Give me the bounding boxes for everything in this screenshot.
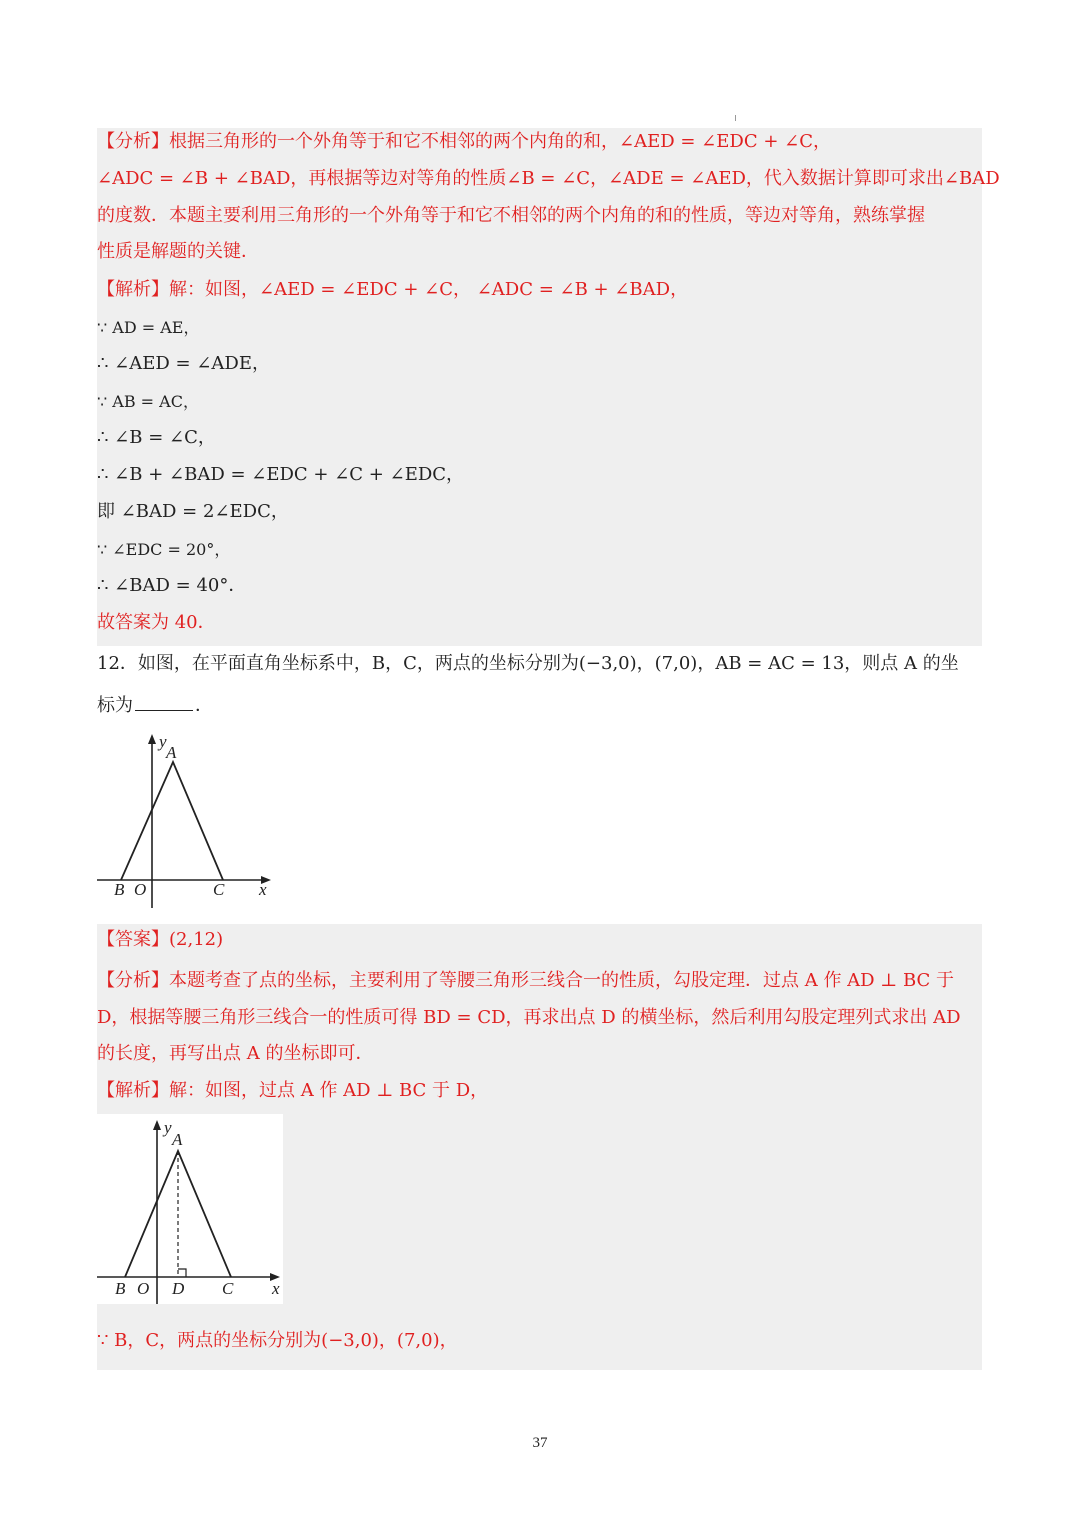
label-x: x [272,1279,280,1298]
question-12-line-2 [97,694,213,718]
q11-answer-block [97,128,1000,646]
solution-line-10: 故答案为 40． [97,612,216,633]
scan-mark [735,115,736,121]
answer-line [97,928,223,952]
figure-2-coordinate-plane [97,1114,283,1304]
q12-answer-block [97,924,982,1370]
question-12-prefix: 标为 [97,695,133,716]
q12-last-line: ∵ B，C，两点的坐标分别为(−3,0)，(7,0)， [97,1330,458,1351]
label-a: A [172,1130,183,1149]
solution-line-8: ∵ ∠EDC = 20°， [97,540,231,559]
y-axis-arrow [148,734,156,744]
label-o: O [134,880,147,899]
q12-analysis-line-1: 【分析】本题考查了点的坐标，主要利用了等腰三角形三线合一的性质，勾股定理．过点 A 作 AD ⊥ BC 于 [97,970,955,991]
label-x: x [259,880,267,899]
triangle-abc [121,762,223,880]
analysis-line-3: 的度数．本题主要利用三角形的一个外角等于和它不相邻的两个内角的和的性质，等边对等角，熟练掌握 [97,205,925,226]
figure-1-coordinate-plane [97,732,277,914]
label-c: C [222,1279,234,1298]
y-axis-arrow [153,1120,161,1130]
solution-line-4: ∵ AB = AC， [97,392,199,411]
label-y: y [164,1118,172,1137]
label-y: y [159,732,167,751]
analysis-line-4: 性质是解题的关键． [97,241,259,262]
label-d: D [172,1279,185,1298]
q12-analysis-line-3: 的长度，再写出点 A 的坐标即可． [97,1043,374,1064]
solution-line-2: ∵ AD = AE， [97,318,200,337]
solution-line-5: ∴ ∠B = ∠C， [97,427,216,448]
answer-blank [135,694,193,711]
solution-line-6: ∴ ∠B + ∠BAD = ∠EDC + ∠C + ∠EDC， [97,464,465,485]
label-o: O [137,1279,150,1298]
question-12-suffix: ． [195,695,213,716]
q12-analysis-line-2: D，根据等腰三角形三线合一的性质可得 BD = CD，再求出点 D 的横坐标，然后利用勾股定理列式求出 AD [97,1007,961,1028]
analysis-line-2: ∠ADC = ∠B + ∠BAD，再根据等边对等角的性质∠B = ∠C，∠ADE = ∠AED，代入数据计算即可求出∠BAD [97,168,1000,189]
page-number: 37 [532,1435,548,1451]
solution-line-7: 即 ∠BAD = 2∠EDC， [97,501,289,522]
question-12-line-1: 12．如图，在平面直角坐标系中，B，C，两点的坐标分别为(−3,0)，(7,0)，AB = AC = 13，则点 A 的坐 [97,653,959,674]
solution-line-1: 【解析】解：如图，∠AED = ∠EDC + ∠C， ∠ADC = ∠B + ∠BAD， [97,279,689,300]
label-a: A [166,743,177,762]
label-b: B [114,880,125,899]
right-angle-mark [178,1269,186,1277]
solution-line-3: ∴ ∠AED = ∠ADE， [97,353,271,374]
q12-solution-line: 【解析】解：如图，过点 A 作 AD ⊥ BC 于 D， [97,1080,489,1101]
label-b: B [115,1279,126,1298]
solution-line-9: ∴ ∠BAD = 40°． [97,575,247,596]
analysis-line-1: 【分析】根据三角形的一个外角等于和它不相邻的两个内角的和，∠AED = ∠EDC + ∠C， [97,131,831,152]
answer-text: 【答案】(2,12) [97,929,224,950]
label-c: C [213,880,225,899]
